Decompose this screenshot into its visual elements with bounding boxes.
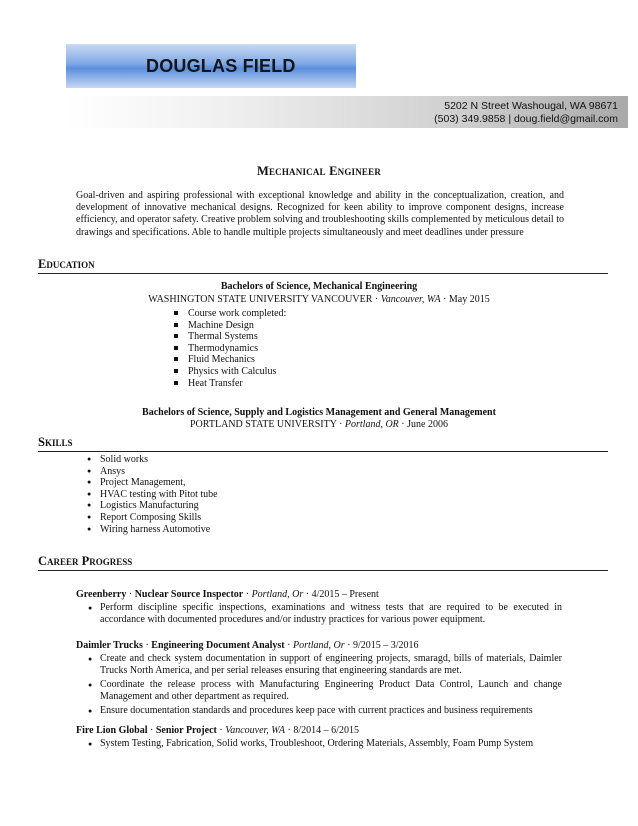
list-item: Fluid Mechanics (188, 354, 286, 366)
list-item: ● Perform discipline specific inspections, examinations and witness tests that are required to be executed in accordance with documented procedures and/or industry practices for various power equipment. (100, 602, 562, 627)
career-heading: Career Progress (38, 554, 608, 571)
degree-2-school: PORTLAND STATE UNIVERSITY (190, 419, 337, 430)
skills-list (100, 454, 218, 535)
list-item: ● Report Composing Skills (100, 512, 218, 524)
job-2-dates: 9/2015 – 3/2016 (353, 640, 419, 651)
degree-1-date: May 2015 (448, 294, 490, 305)
job-1-location: Portland, Or (251, 589, 304, 600)
job-2-header: Daimler Trucks · Engineering Document Analyst · Portland, Or · 9/2015 – 3/2016 (76, 640, 419, 651)
education-heading: Education (38, 257, 608, 274)
job-3-company: Fire Lion Global (76, 725, 148, 736)
list-item: ● Ensure documentation standards and procedures keep pace with current practices and business requirements (100, 705, 562, 717)
list-item: ● Logistics Manufacturing (100, 500, 218, 512)
job-3-dates: 8/2014 – 6/2015 (293, 725, 359, 736)
list-item: ● System Testing, Fabrication, Solid works, Troubleshoot, Ordering Materials, Assembly, Foam Pump System (100, 738, 562, 750)
degree-2-location: Portland, OR (344, 419, 399, 430)
job-2-role: Engineering Document Analyst (151, 640, 285, 651)
job-2-bullets (100, 653, 562, 718)
address: 5202 N Street Washougal, WA 98671 (444, 100, 618, 112)
job-3-location: Vancouver, WA (225, 725, 286, 736)
degree-1-title: Bachelors of Science, Mechanical Engineering (220, 281, 418, 292)
job-title: Mechanical Engineer (256, 164, 382, 178)
list-item: Machine Design (188, 320, 286, 332)
coursework-list (188, 308, 286, 389)
name-banner (66, 44, 356, 88)
degree-1-school: WASHINGTON STATE UNIVERSITY VANCOUVER (148, 294, 373, 305)
summary-paragraph: Goal-driven and aspiring professional with exceptional knowledge and ability in the conceptualization, creation, and development of innovative mechanical designs. Recognized for keen ability to improve component designs, increase efficiency, and operator safety. Creative problem solving and troubleshooting skills complemented by meticulous detail to drawings and specifications. Able to handle multiple projects simultaneously and meet deadlines under pressure (76, 190, 564, 238)
degree-2-title: Bachelors of Science, Supply and Logistics Management and General Management (142, 407, 496, 418)
job-1-dates: 4/2015 – Present (311, 589, 379, 600)
list-item: Thermal Systems (188, 331, 286, 343)
job-3-role: Senior Project (155, 725, 217, 736)
list-item: ● Solid works (100, 454, 218, 466)
list-item: ● Project Management, (100, 477, 218, 489)
list-item: ● HVAC testing with Pitot tube (100, 489, 218, 501)
list-item: Course work completed: (188, 308, 287, 319)
list-item: ● Coordinate the release process with Manufacturing Engineering Product Data Control, Launch and change Management and other department as required. (100, 679, 562, 704)
degree-1-location: Vancouver, WA (380, 294, 441, 305)
degree-2-date: June 2006 (407, 419, 448, 430)
candidate-name: DOUGLAS FIELD (146, 56, 296, 76)
list-item: ● Wiring harness Automotive (100, 524, 218, 536)
list-item: Thermodynamics (188, 343, 286, 355)
job-1-bullets (100, 602, 562, 628)
skills-heading: Skills (38, 435, 608, 452)
job-1-header: Greenberry · Nuclear Source Inspector · Portland, Or · 4/2015 – Present (76, 589, 379, 600)
list-item: Physics with Calculus (188, 366, 286, 378)
job-2-location: Portland, Or (292, 640, 345, 651)
list-item: ● Ansys (100, 466, 218, 478)
degree-2-details: PORTLAND STATE UNIVERSITY · Portland, OR · June 2006 (190, 419, 448, 430)
degree-1-details: WASHINGTON STATE UNIVERSITY VANCOUVER · Vancouver, WA · May 2015 (148, 294, 490, 305)
list-item: ● Create and check system documentation in support of engineering projects, smaragd, bills of materials, Daimler Trucks North America, and per serial releases ensuring that engineering standards are met. (100, 653, 562, 678)
job-1-role: Nuclear Source Inspector (134, 589, 244, 600)
contact-band (66, 96, 628, 128)
job-1-company: Greenberry (76, 589, 127, 600)
job-3-header: Fire Lion Global · Senior Project · Vancouver, WA · 8/2014 – 6/2015 (76, 725, 359, 736)
phone-email: (503) 349.9858 | doug.field@gmail.com (434, 113, 618, 125)
job-2-company: Daimler Trucks (76, 640, 143, 651)
job-3-bullets (100, 738, 562, 751)
list-item: Heat Transfer (188, 378, 286, 390)
contact-block (434, 100, 618, 126)
